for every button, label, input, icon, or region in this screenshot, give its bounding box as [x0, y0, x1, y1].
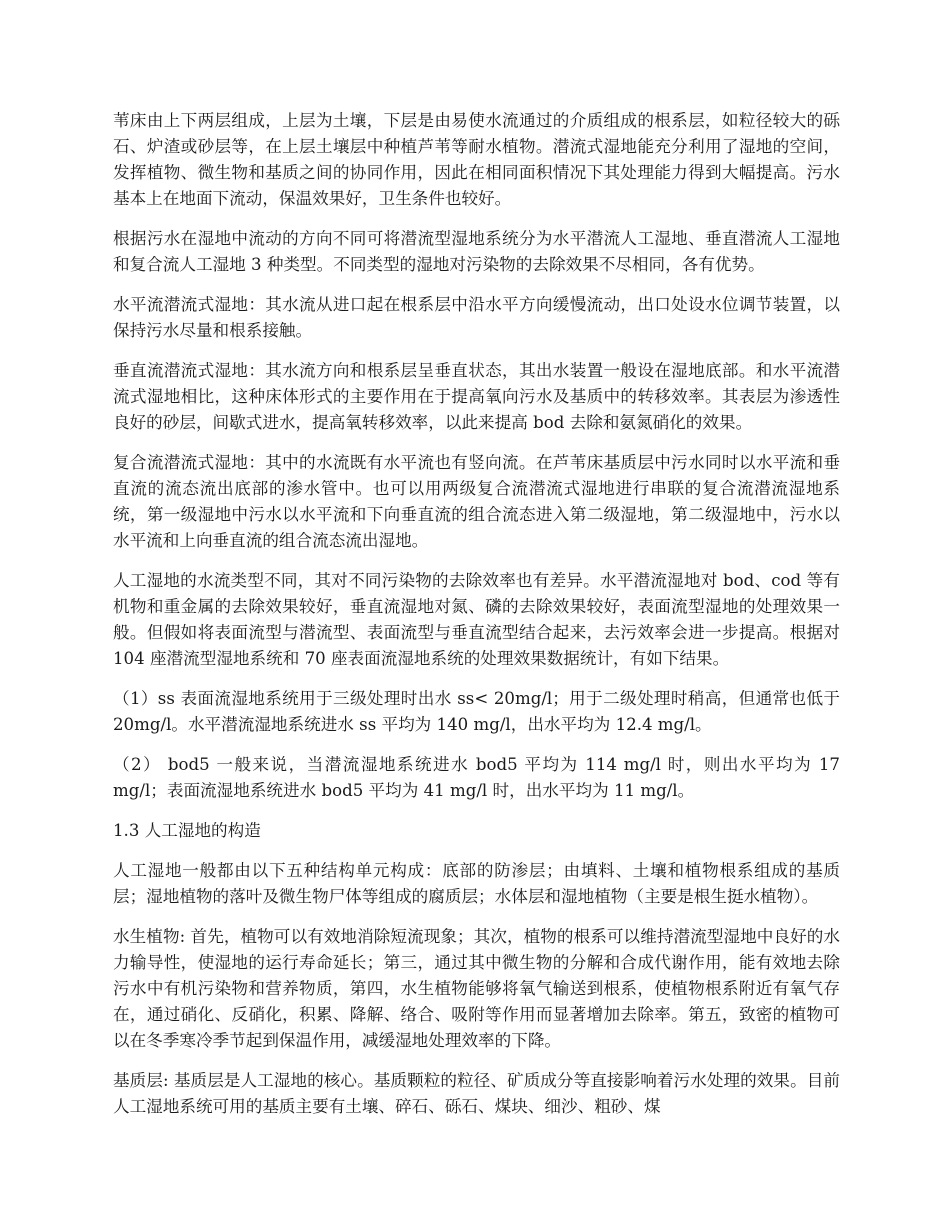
paragraph-substrate-layer: 基质层: 基质层是人工湿地的核心。基质颗粒的粒径、矿质成分等直接影响着污水处理的效果。目前人工湿地系统可用的基质主要有土壤、碎石、砾石、煤块、细沙、粗砂、煤 — [113, 1071, 840, 1116]
section-heading: 1.3 人工湿地的构造 — [113, 821, 261, 840]
paragraph-ss-results: （1）ss 表面流湿地系统用于三级处理时出水 ss< 20mg/l；用于二级处理时稍高，但通常也低于 20mg/l。水平潜流湿地系统进水 ss 平均为 140 mg/l，出水平均为 12.4 mg/l。 — [113, 689, 840, 734]
paragraph-subsurface-types: 根据污水在湿地中流动的方向不同可将潜流型湿地系统分为水平潜流人工湿地、垂直潜流人工湿地和复合流人工湿地 3 种类型。不同类型的湿地对污染物的去除效果不尽相同，各有优势。 — [113, 229, 840, 274]
paragraph-hybrid-flow: 复合流潜流式湿地：其中的水流既有水平流也有竖向流。在芦苇床基质层中污水同时以水平流和垂直流的流态流出底部的渗水管中。也可以用两级复合流潜流式湿地进行串联的复合流潜流湿地系统，第一级湿地中污水以水平流和下向垂直流的组合流态进入第二级湿地，第二级湿地中，污水以水平流和上向垂直流的组合流态流出湿地。 — [113, 453, 840, 550]
paragraph-reed-bed: 苇床由上下两层组成，上层为土壤，下层是由易使水流通过的介质组成的根系层，如粒径较大的砾石、炉渣或砂层等，在上层土壤层中种植芦苇等耐水植物。潜流式湿地能充分利用了湿地的空间，发挥植物、微生物和基质之间的协同作用，因此在相同面积情况下其处理能力得到大幅提高。污水基本上在地面下流动，保温效果好，卫生条件也较好。 — [113, 111, 840, 208]
document-page — [113, 108, 840, 1134]
paragraph-removal-efficiency: 人工湿地的水流类型不同，其对不同污染物的去除效率也有差异。水平潜流湿地对 bod、cod 等有机物和重金属的去除效果较好，垂直流湿地对氮、磷的去除效果较好，表面流型湿地的处理效果一般。但假如将表面流型与潜流型、表面流型与垂直流型结合起来，去污效率会进一步提高。根据对 104 座潜流型湿地系统和 70 座表面流湿地系统的处理效果数据统计，有如下结果。 — [113, 571, 840, 668]
paragraph-structure-units: 人工湿地一般都由以下五种结构单元构成：底部的防渗层；由填料、土壤和植物根系组成的基质层；湿地植物的落叶及微生物尸体等组成的腐质层；水体层和湿地植物（主要是根生挺水植物）。 — [113, 861, 840, 906]
paragraph-aquatic-plants: 水生植物: 首先，植物可以有效地消除短流现象；其次，植物的根系可以维持潜流型湿地中良好的水力输导性，使湿地的运行寿命延长；第三，通过其中微生物的分解和合成代谢作用，能有效地去除污水中有机污染物和营养物质，第四，水生植物能够将氧气输送到根系，使植物根系附近有氧气存在，通过硝化、反硝化，积累、降解、络合、吸附等作用而显著增加去除率。第五，致密的植物可以在冬季寒冷季节起到保温作用，减缓湿地处理效率的下降。 — [113, 927, 840, 1050]
paragraph-bod5-results: （2） bod5 一般来说，当潜流湿地系统进水 bod5 平均为 114 mg/l 时，则出水平均为 17 mg/l；表面流湿地系统进水 bod5 平均为 41 mg/l 时，出水平均为 11 mg/l。 — [113, 755, 840, 800]
paragraph-horizontal-flow: 水平流潜流式湿地：其水流从进口起在根系层中沿水平方向缓慢流动，出口处设水位调节装置，以保持污水尽量和根系接触。 — [113, 295, 840, 340]
paragraph-vertical-flow: 垂直流潜流式湿地：其水流方向和根系层呈垂直状态，其出水装置一般设在湿地底部。和水平流潜流式湿地相比，这种床体形式的主要作用在于提高氧向污水及基质中的转移效率。其表层为渗透性良好的砂层，间歇式进水，提高氧转移效率，以此来提高 bod 去除和氨氮硝化的效果。 — [113, 361, 840, 432]
